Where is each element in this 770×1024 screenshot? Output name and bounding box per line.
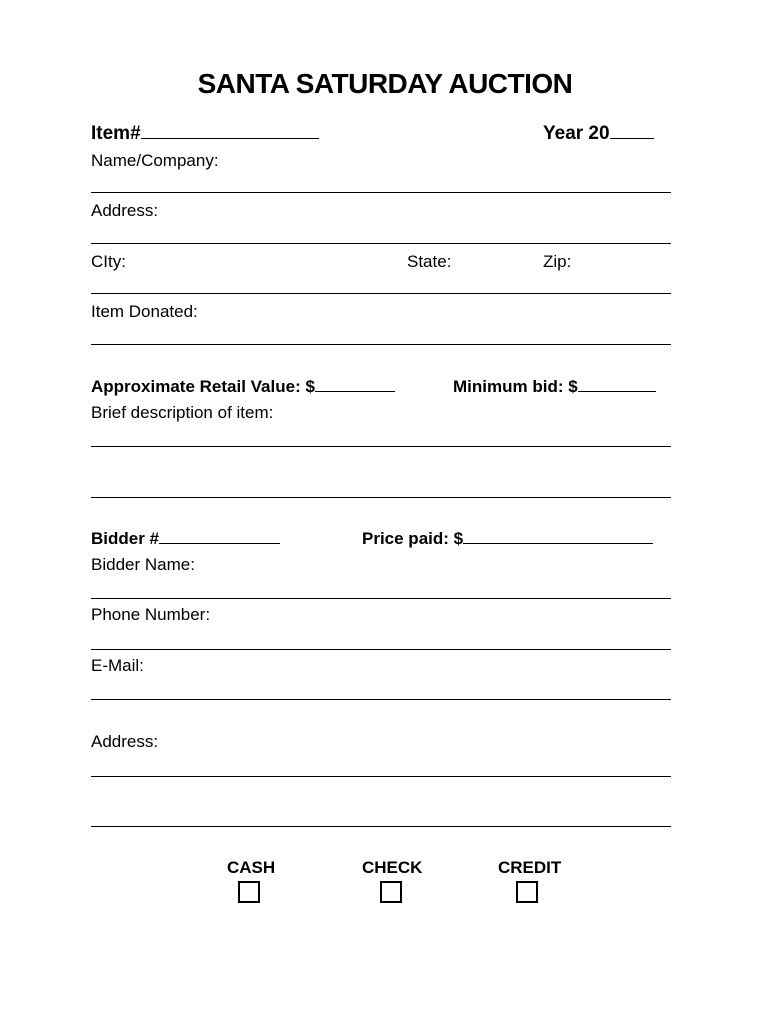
item-number-field[interactable] bbox=[141, 137, 319, 139]
payment-credit-checkbox[interactable] bbox=[516, 881, 538, 903]
price-paid-field[interactable] bbox=[463, 542, 653, 544]
bidder-number-row bbox=[91, 530, 280, 547]
price-paid-label: Price paid: $ bbox=[362, 529, 464, 548]
minimum-bid-field[interactable] bbox=[578, 390, 656, 392]
minimum-bid-label: Minimum bid: $ bbox=[453, 377, 578, 396]
item-number-label: Item# bbox=[91, 123, 141, 144]
bidder-number-label: Bidder # bbox=[91, 529, 160, 548]
year-label: Year 20 bbox=[543, 123, 610, 144]
bidder-name-field[interactable] bbox=[91, 598, 671, 599]
state-label: State: bbox=[407, 252, 452, 271]
payment-cash-checkbox[interactable] bbox=[238, 881, 260, 903]
form-title: SANTA SATURDAY AUCTION bbox=[197, 68, 573, 99]
year-field[interactable] bbox=[610, 137, 654, 139]
description-label: Brief description of item: bbox=[91, 403, 274, 422]
payment-cash-label: CASH bbox=[227, 858, 276, 877]
bidder-address-field-line-1[interactable] bbox=[91, 776, 671, 777]
email-label: E-Mail: bbox=[91, 656, 144, 675]
retail-value-row bbox=[91, 378, 395, 395]
year-row bbox=[543, 124, 654, 143]
minimum-bid-row bbox=[453, 378, 656, 395]
zip-label: Zip: bbox=[543, 252, 572, 271]
item-number-row bbox=[91, 124, 319, 143]
retail-value-field[interactable] bbox=[315, 390, 395, 392]
name-company-field[interactable] bbox=[91, 192, 671, 193]
city-label: CIty: bbox=[91, 252, 126, 271]
email-field[interactable] bbox=[91, 699, 671, 700]
item-donated-field[interactable] bbox=[91, 344, 671, 345]
donor-address-label: Address: bbox=[91, 201, 159, 220]
payment-credit-label: CREDIT bbox=[498, 858, 562, 877]
payment-check-checkbox[interactable] bbox=[380, 881, 402, 903]
description-field-line-2[interactable] bbox=[91, 497, 671, 498]
retail-value-label: Approximate Retail Value: $ bbox=[91, 377, 315, 396]
phone-field[interactable] bbox=[91, 649, 671, 650]
price-paid-row bbox=[362, 530, 653, 547]
city-state-zip-field[interactable] bbox=[91, 293, 671, 294]
bidder-name-label: Bidder Name: bbox=[91, 555, 195, 574]
description-field-line-1[interactable] bbox=[91, 446, 671, 447]
bidder-address-field-line-2[interactable] bbox=[91, 826, 671, 827]
payment-check-label: CHECK bbox=[362, 858, 423, 877]
bidder-number-field[interactable] bbox=[159, 542, 280, 544]
name-company-label: Name/Company: bbox=[91, 151, 219, 170]
item-donated-label: Item Donated: bbox=[91, 302, 198, 321]
donor-address-field[interactable] bbox=[91, 243, 671, 244]
bidder-address-label: Address: bbox=[91, 732, 159, 751]
phone-label: Phone Number: bbox=[91, 605, 211, 624]
